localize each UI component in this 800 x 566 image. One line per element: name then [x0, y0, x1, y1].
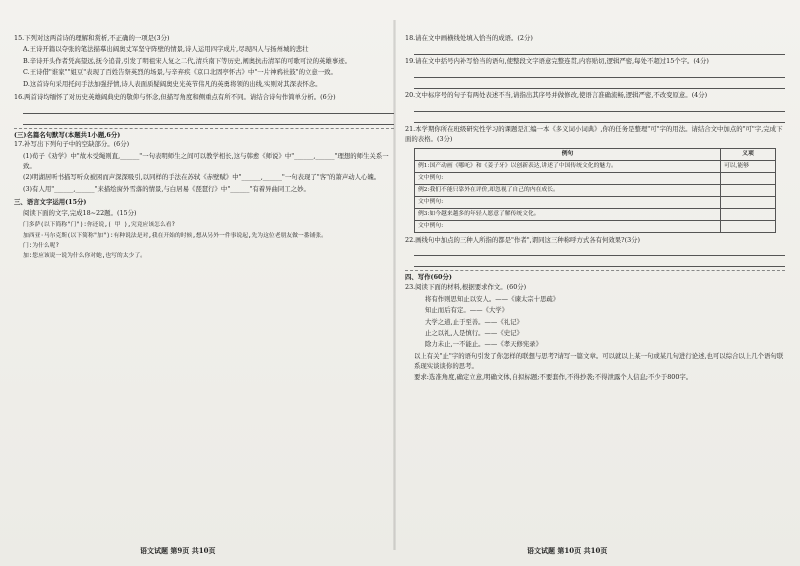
q22-answer-line[interactable] [414, 247, 785, 256]
q15-stem: 15.下列对这两首诗的理解和赏析,不正确的一项是(3分) [14, 34, 170, 42]
q23-quote: 止之以礼,人是慎行。——《史记》 [425, 329, 523, 338]
language-section-title: 三、语言文字运用(15分) [14, 197, 87, 206]
table-cell[interactable] [721, 184, 776, 196]
passage-line: 加西亚·马尔克斯(以下简称"加"):有种说法是对,我在开始的时候,想从另外一件事说起,先为这位老朋友做一番铺张。 [23, 232, 327, 239]
table-row [415, 220, 776, 232]
q17-stem: 17.补写出下列句子中的空缺部分。(6分) [14, 140, 130, 149]
q17-item-2: (2)明湖居听书描写听众被困而声深深吸引,以同样的手法在苏轼《赤壁赋》中"______,______"一句表现了"客"的箫声动人心魄。 [23, 173, 381, 182]
q18-stem: 18.请在文中画横线处填入恰当的成语。(2分) [405, 34, 533, 42]
table-cell[interactable] [721, 220, 776, 232]
q15-option-b: B.辛诗开头作者凭高望远,抚今追昔,引发了明祖宋人复之二代,清兵南下等历史,阐奥抗击清军的可歌可泣的英雄事迹。 [23, 56, 351, 65]
q23-stem: 23.阅读下面的材料,根据要求作文。(60分) [405, 283, 527, 292]
q17-item-1: (1)荀子《劝学》中"故木受绳则直,______"一句表明师生之间可以教学相长,这与韩愈《师说》中"______,______"理想的师生关系一致。 [23, 151, 389, 170]
table-cell: 可以,能够 [721, 160, 776, 172]
passage-line: 加:您应该说一说为什么你对她,也写的太少了。 [23, 252, 146, 259]
table-cell[interactable]: 文中例句: [415, 172, 721, 184]
q21-stem: 21.本学期你所在班级研究性学习的课题是汇编一本《多义词小词典》,你的任务是整理"可"字的用法。请结合文中加点的"可"字,完成下面的表格。(3分) [405, 124, 783, 143]
q23-body: 以上有关"止"字的语句引发了你怎样的联想与思考?请写一篇文章。可以就以上某一句或某几句进行论述,也可以综合以上几个语句联系现实谈谈你的思考。 [414, 351, 784, 370]
left-page-footer: 语文试题 第9页 共10页 [140, 546, 216, 555]
q20-stem: 20.文中标序号的句子有两处表述不当,请指出其序号并做修改,使语言准确流畅,逻辑严密,不改变原意。(4分) [405, 90, 708, 99]
table-cell: 例2:我们不能只靠外在评价,却忽视了自己的内在成长。 [415, 184, 721, 196]
q22-answer-line[interactable] [414, 258, 785, 267]
table-row [415, 160, 776, 172]
q20-answer-line[interactable] [414, 114, 785, 123]
table-cell: 例3:如今越来越多的年轻人愿意了解传统文化。 [415, 208, 721, 220]
table-row [415, 184, 776, 196]
q16-stem: 16.两首诗均缅怀了对历史英雄阔典史的敬仰与怀念,但描写角度和侧重点有所不同。请结合诗句作简单分析。(6分) [14, 92, 336, 101]
q15-option-c: C.王诗借"谁家""姐豆"表现了百姓告祭英烈的场景,与辛弃疾《京口北固亭怀古》中"一片神鸦社鼓"的立意一致。 [23, 68, 337, 77]
right-page-footer: 语文试题 第10页 共10页 [527, 546, 608, 555]
table-cell[interactable] [721, 208, 776, 220]
language-intro: 阅读下面的文字,完成18~22题。(15分) [23, 208, 137, 217]
table-header-meaning: 义项 [721, 148, 776, 160]
table-row [415, 172, 776, 184]
q23-quote: 将有作则思知止以安人。——《谏太宗十思疏》 [425, 294, 560, 303]
q18-answer-line[interactable] [414, 46, 785, 55]
passage-line: 门:为什么呢? [23, 242, 59, 249]
table-cell[interactable] [721, 172, 776, 184]
left-page [14, 34, 394, 539]
q15-option-d: D.这首诗句采用托问手法加强抒情,诗人表面质疑阔奥史光英节伟凡的英勇将领的出线,实则对其深表怀念。 [23, 79, 322, 88]
q23-requirements: 要求:选准角度,确定立意,明确文体,自拟标题;不要套作,不得抄袭;不得泄露个人信息;不少于800字。 [414, 373, 693, 382]
table-cell[interactable]: 文中例句: [415, 220, 721, 232]
section-3-title: (三)名篇名句默写(本题共1小题,6分) [14, 128, 394, 141]
table-cell[interactable]: 文中例句: [415, 196, 721, 208]
right-page [405, 34, 785, 539]
table-cell[interactable] [721, 196, 776, 208]
table-row [415, 196, 776, 208]
table-cell: 例1:国产动画《哪吒》和《姜子牙》以创新表达,讲述了中国传统文化的魅力。 [415, 160, 721, 172]
table-header-example: 例句 [415, 148, 721, 160]
q19-answer-line[interactable] [414, 69, 785, 78]
q23-quote: 除力未止,一不能止。——《孝天修宪录》 [425, 340, 543, 349]
q23-quote: 大学之道,止于至善。——《礼记》 [425, 317, 523, 326]
q21-table [414, 148, 776, 233]
q20-answer-line[interactable] [414, 103, 785, 112]
writing-section-title: 四、写作(60分) [405, 270, 785, 283]
q15-option-a: A.王诗开篇以夺张的笔法描摹出阔奥丈军坚守阵壁的情景,诗人运用四字成片,尽现四人与扬州城的悲壮 [23, 45, 309, 54]
q23-quote: 知止而后有定。——《大学》 [425, 306, 509, 315]
q19-answer-line[interactable] [414, 80, 785, 89]
q16-answer-line[interactable] [23, 105, 394, 114]
q17-item-3: (3)有人用"______,______"来描绘窗外雪落的情景,与白居易《琵琶行》中"______"有着异曲同工之妙。 [23, 184, 310, 193]
passage-line: 门多萨(以下简称"门"):你还说,( 甲 ),究竟应该怎么看? [23, 222, 176, 229]
q19-stem: 19.请在文中括号内补写恰当的语句,使整段文字语意完整连贯,内容贴切,逻辑严密,每处不超过15个字。(4分) [405, 56, 709, 65]
q16-answer-line[interactable] [23, 116, 394, 125]
q22-stem: 22.画线句中加点的三种人所指的都是"作者",谓同这三种称呼方式各有何效果?(3分) [405, 235, 641, 244]
table-row [415, 208, 776, 220]
